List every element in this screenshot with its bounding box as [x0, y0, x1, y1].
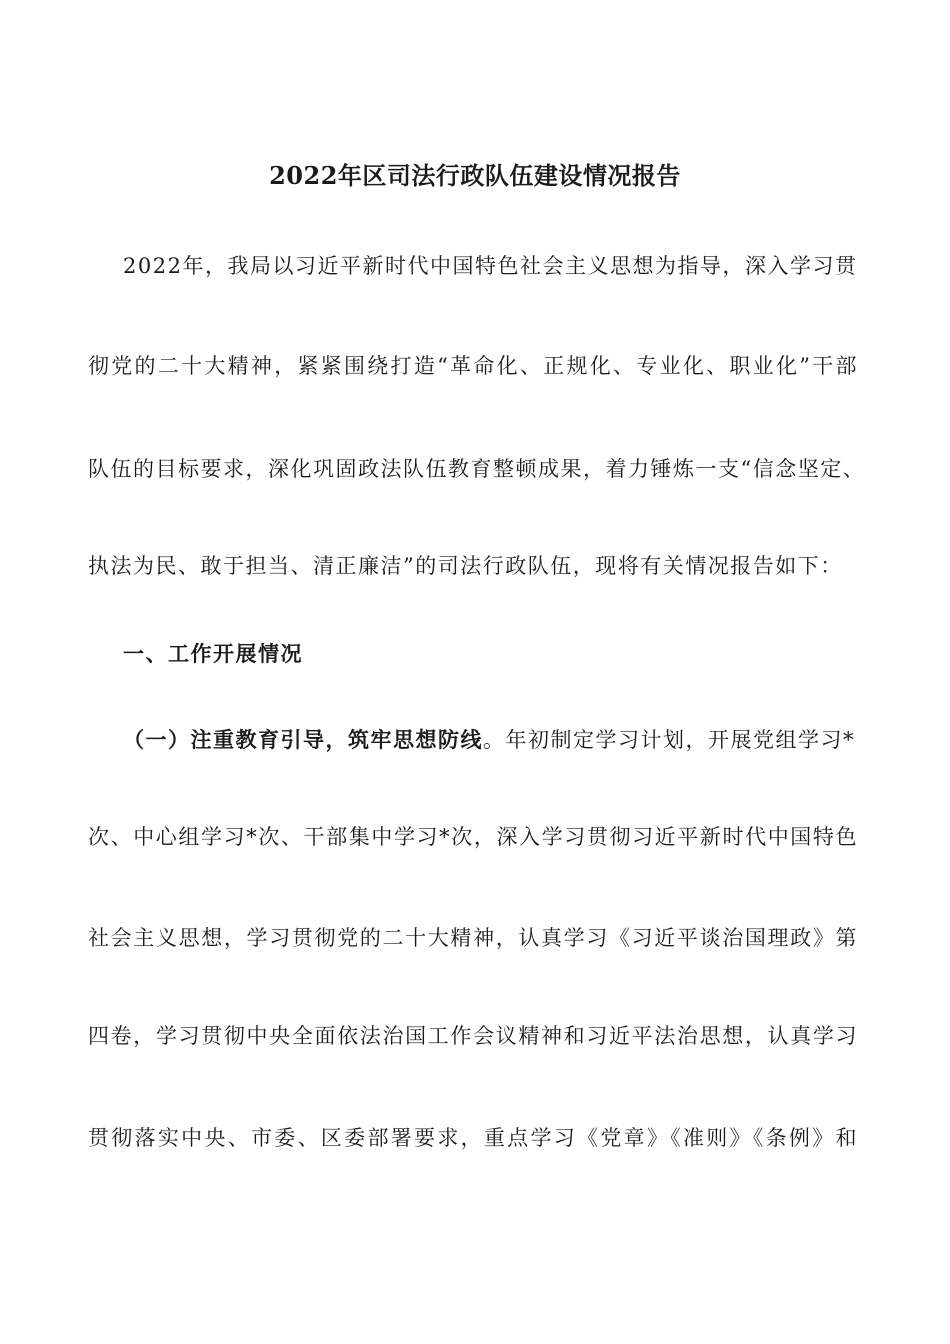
paragraph-line: 次、中心组学习*次、干部集中学习*次，深入学习贯彻习近平新时代中国特色 [88, 825, 858, 849]
subsection-text: 。年初制定学习计划，开展党组学习* [483, 728, 855, 752]
subsection-heading: （一）注重教育引导，筑牢思想防线 [123, 727, 483, 752]
paragraph-line: 2022年，我局以习近平新时代中国特色社会主义思想为指导，深入学习贯 [123, 254, 858, 278]
section-heading: 一、工作开展情况 [123, 641, 303, 666]
paragraph-line: 执法为民、敢于担当、清正廉洁”的司法行政队伍，现将有关情况报告如下： [88, 554, 843, 578]
paragraph-line: 四卷，学习贯彻中央全面依法治国工作会议精神和习近平法治思想，认真学习 [88, 1024, 858, 1048]
paragraph-line: 贯彻落实中央、市委、区委部署要求，重点学习《党章》《准则》《条例》和 [88, 1126, 858, 1150]
paragraph-line: 彻党的二十大精神，紧紧围绕打造“革命化、正规化、专业化、职业化”干部 [88, 354, 859, 378]
subsection-first-line [88, 726, 858, 754]
paragraph-line: 社会主义思想，学习贯彻党的二十大精神，认真学习《习近平谈治国理政》第 [88, 926, 858, 950]
document-title: 2022年区司法行政队伍建设情况报告 [269, 161, 681, 190]
paragraph-line: 队伍的目标要求，深化巩固政法队伍教育整顿成果，着力锤炼一支“信念坚定、 [88, 457, 866, 481]
